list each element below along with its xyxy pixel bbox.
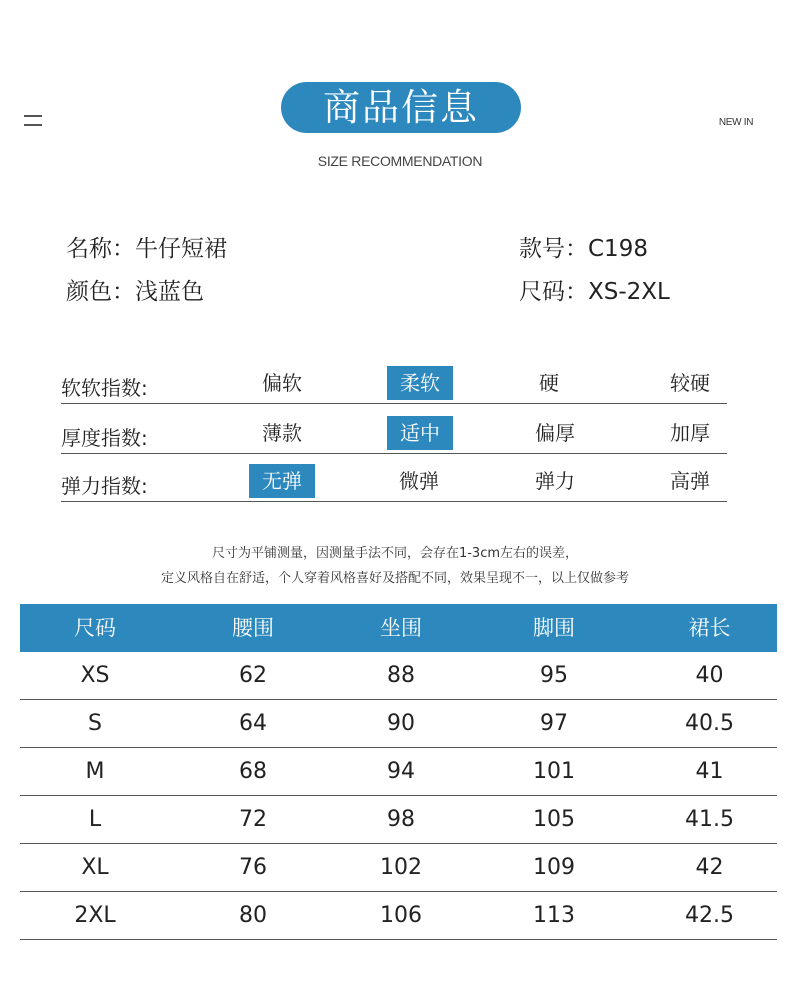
- index-option-selected: 柔软: [387, 366, 453, 400]
- header-cell: 脚围: [533, 616, 575, 640]
- index-option: 微弹: [399, 469, 439, 493]
- index-option: 偏软: [262, 371, 302, 395]
- index-label: 弹力指数:: [61, 474, 148, 498]
- table-cell: L: [88, 807, 102, 832]
- table-cell: 106: [380, 903, 422, 928]
- index-label: 厚度指数:: [61, 426, 148, 450]
- table-cell: 72: [239, 807, 267, 832]
- table-cell: XL: [81, 855, 109, 880]
- product-color: 颜色：浅蓝色: [66, 279, 204, 305]
- table-cell: 40: [695, 663, 724, 688]
- index-option-selected: 无弹: [249, 464, 315, 498]
- index-option-selected: 适中: [387, 416, 453, 450]
- softness-index-row: [61, 362, 727, 404]
- product-name: 名称：牛仔短裙: [66, 236, 227, 262]
- table-cell: S: [88, 711, 102, 736]
- table-cell: 42: [695, 855, 724, 880]
- menu-icon: [24, 115, 42, 126]
- table-cell: 88: [387, 663, 415, 688]
- header-cell: 尺码: [74, 616, 116, 640]
- index-option: 偏厚: [535, 421, 575, 445]
- table-cell: M: [85, 759, 105, 784]
- style-note: 定义风格自在舒适，个人穿着风格喜好及搭配不同，效果呈现不一，以上仅做参考: [160, 571, 629, 586]
- page-subtitle: SIZE RECOMMENDATION: [317, 153, 483, 169]
- table-row: [20, 748, 777, 796]
- table-cell: 94: [387, 759, 415, 784]
- table-cell: 80: [239, 903, 267, 928]
- product-size-range: 尺码：XS-2XL: [519, 279, 670, 305]
- header-cell: 裙长: [688, 616, 731, 640]
- table-cell: 98: [387, 807, 415, 832]
- table-cell: 90: [387, 711, 415, 736]
- table-row: [20, 652, 777, 700]
- index-label: 软软指数:: [61, 376, 148, 400]
- index-option: 高弹: [670, 469, 710, 493]
- table-cell: 105: [533, 807, 575, 832]
- table-row: [20, 796, 777, 844]
- elasticity-index-row: [61, 460, 727, 502]
- table-row: [20, 700, 777, 748]
- table-cell: 101: [533, 759, 575, 784]
- index-option: 硬: [539, 371, 559, 395]
- page-title: 商品信息: [281, 82, 521, 133]
- table-cell: 95: [540, 663, 568, 688]
- table-cell: 64: [239, 711, 267, 736]
- new-in-label: NEW IN: [718, 117, 754, 128]
- table-cell: 113: [533, 903, 575, 928]
- header-cell: 腰围: [232, 616, 274, 640]
- header-cell: 坐围: [380, 616, 422, 640]
- table-cell: 62: [239, 663, 267, 688]
- index-option: 加厚: [670, 421, 710, 445]
- table-cell: 68: [239, 759, 267, 784]
- table-cell: 41: [695, 759, 724, 784]
- table-cell: 40.5: [685, 711, 734, 736]
- product-style-number: 款号：C198: [519, 236, 648, 262]
- table-row: [20, 892, 777, 940]
- table-cell: 41.5: [685, 807, 734, 832]
- table-cell: 97: [540, 711, 568, 736]
- thickness-index-row: [61, 412, 727, 454]
- index-option: 薄款: [262, 421, 302, 445]
- table-row: [20, 844, 777, 892]
- table-cell: XS: [80, 663, 110, 688]
- table-cell: 102: [380, 855, 422, 880]
- table-cell: 2XL: [74, 903, 116, 928]
- index-option: 较硬: [670, 371, 710, 395]
- measurement-note: 尺寸为平铺测量，因测量手法不同，会存在1-3cm左右的误差，: [211, 546, 579, 561]
- size-table: [20, 604, 777, 940]
- index-option: 弹力: [535, 469, 575, 493]
- size-table-header: [20, 604, 777, 652]
- table-cell: 42.5: [685, 903, 734, 928]
- table-cell: 76: [239, 855, 267, 880]
- table-cell: 109: [533, 855, 575, 880]
